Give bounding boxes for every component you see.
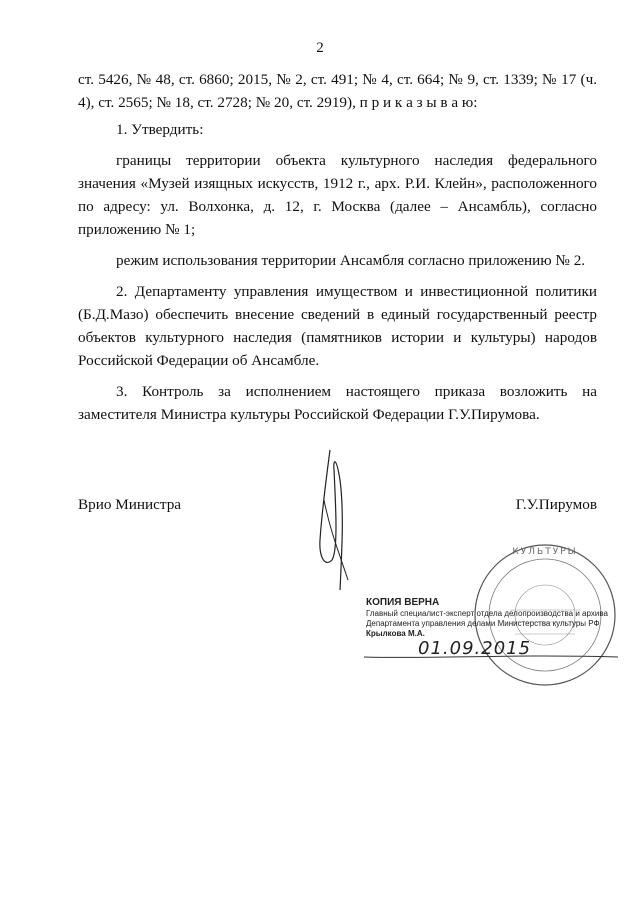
copy-certification	[366, 597, 616, 639]
copy-position-line1: Главный специалист-эксперт отдела делопроизводства и архива	[366, 609, 608, 618]
paragraph-control-instruction: 3. Контроль за исполнением настоящего приказа возложить на заместителя Министра культуры Российской Федерации Г.У.Пирумова.	[78, 383, 597, 423]
copy-handwritten-date: 01.09.2015	[418, 638, 532, 659]
paragraph-approve-heading: 1. Утвердить:	[116, 121, 204, 138]
svg-text:КУЛЬТУРЫ: КУЛЬТУРЫ	[512, 547, 578, 557]
page-number: 2	[316, 40, 324, 56]
document-body	[78, 68, 597, 426]
paragraph-registry-instruction: 2. Департаменту управления имуществом и инвестиционной политики (Б.Д.Мазо) обеспечить внесение сведений в единый государственный реестр объектов культурного наследия (памятников истории и культуры) народов Российской Федерации об Ансамбле.	[78, 283, 597, 369]
paragraph-territory-boundaries: границы территории объекта культурного наследия федерального значения «Музей изящных искусств, 1912 г., арх. Р.И. Клейн», расположенного по адресу: ул. Волхонка, д. 12, г. Москва (далее – Ансамбль), согласно приложению № 1;	[78, 152, 597, 238]
copy-underline	[362, 645, 620, 665]
signatory-name: Г.У.Пирумов	[515, 496, 597, 513]
signatory-position: Врио Министра	[78, 496, 182, 513]
paragraph-legal-references: ст. 5426, № 48, ст. 6860; 2015, № 2, ст. 491; № 4, ст. 664; № 9, ст. 1339; № 17 (ч. 4), ст. 2565; № 18, ст. 2728; № 20, ст. 2919), п р и к а з ы в а ю:	[78, 71, 597, 111]
paragraph-usage-regime: режим использования территории Ансамбля согласно приложению № 2.	[116, 252, 586, 269]
copy-official-name: Крылкова М.А.	[366, 629, 425, 638]
minister-signature	[300, 440, 370, 600]
copy-position-line2: Департамента управления делами Министерства культуры РФ	[366, 619, 600, 628]
copy-title: КОПИЯ ВЕРНА	[366, 597, 440, 608]
